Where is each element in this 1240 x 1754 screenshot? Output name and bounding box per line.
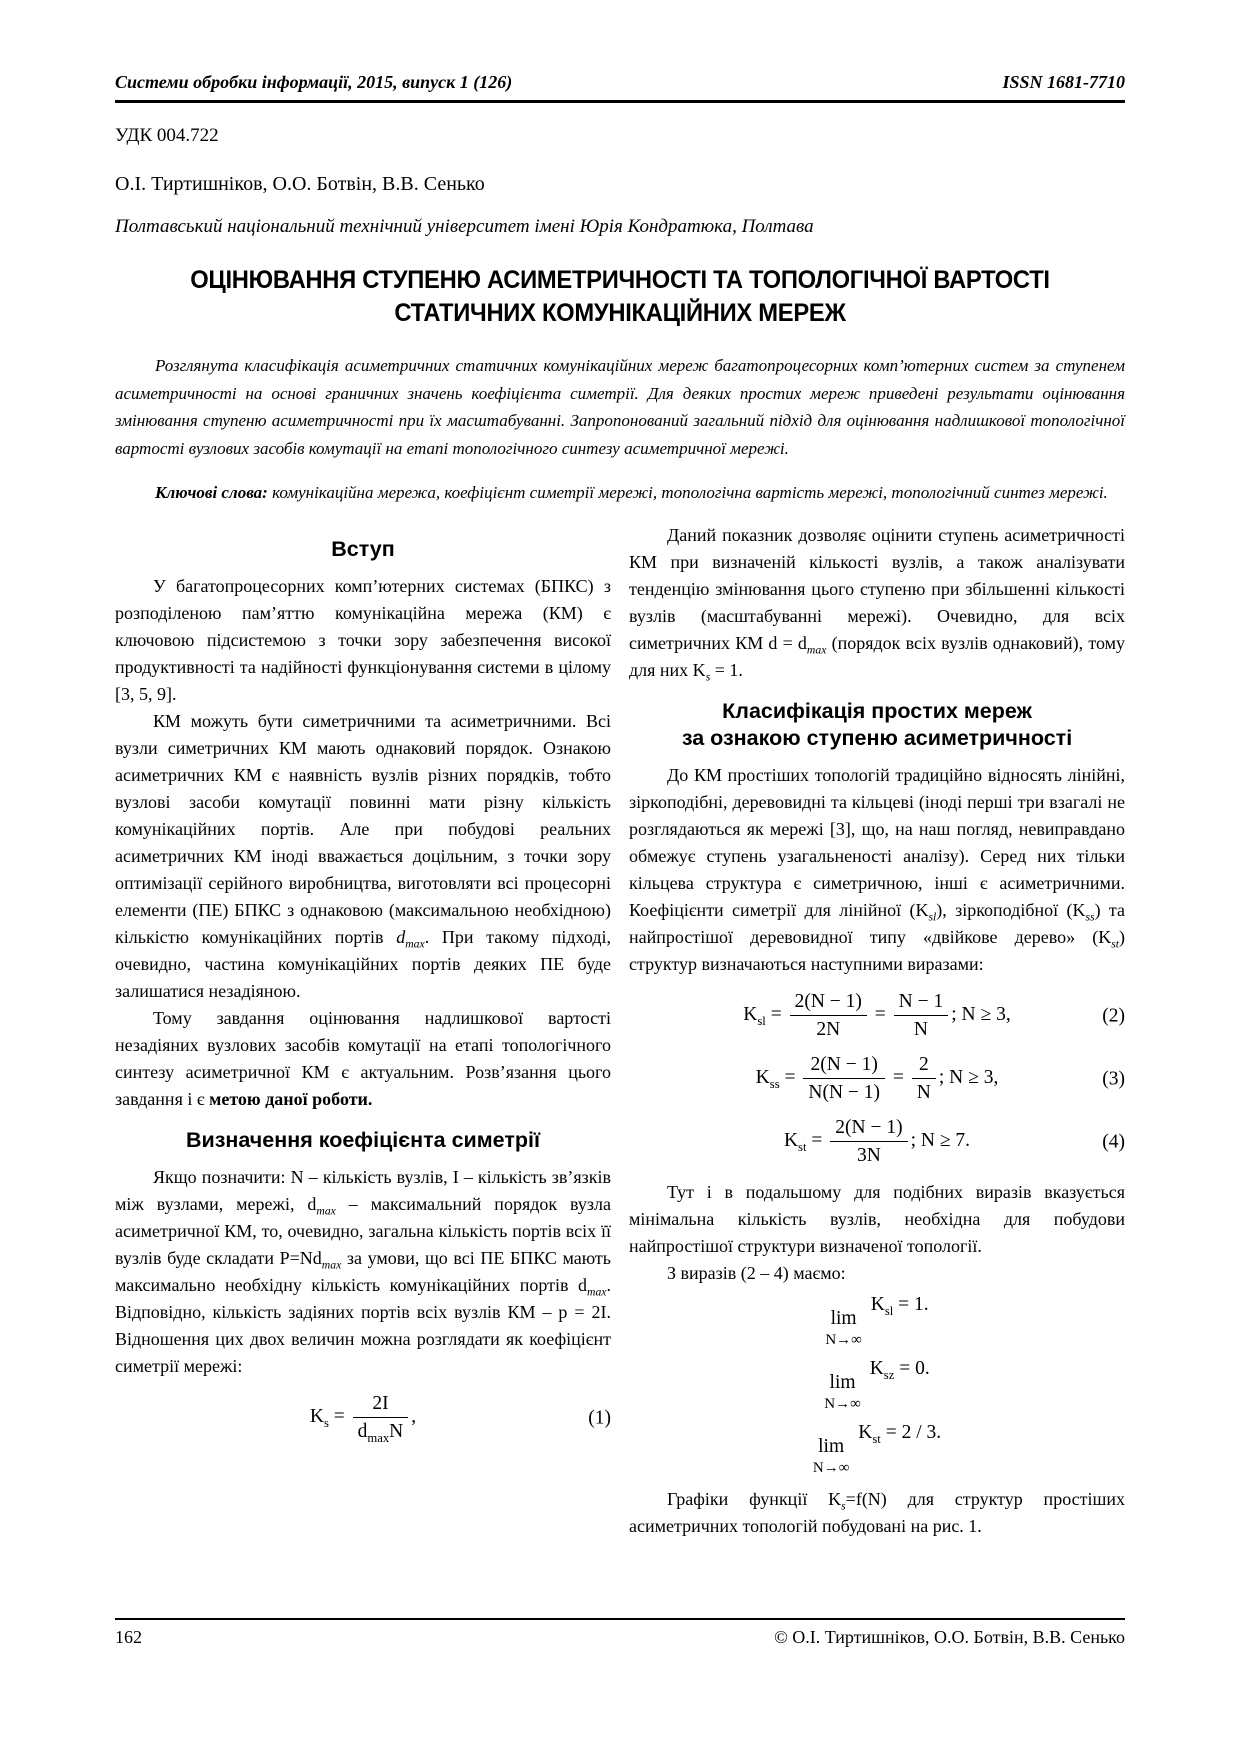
left-column: [115, 522, 611, 1540]
paragraph: До КМ простіших топологій традиційно відносять лінійні, зіркоподібні, деревовидні та кільцеві (іноді перші три взагалі не розглядаються як мережі [3], що, на наш погляд, невиправдано обмежує ступень узагальненості аналізу). Серед них тільки кільцева структура є симетричною, інші є асиметричними. Коефіцієнти симетрії для лінійної $(K_{sl})$, зіркоподібної $(K_{ss})$ та найпростішої деревовидної типу «двійкове дерево» $(K_{st})$ структур визначаються наступними виразами:: [629, 765, 1125, 974]
equation-2: [629, 990, 1125, 1041]
paragraph: З виразів (2 – 4) маємо:: [667, 1263, 846, 1283]
equation-4-number: (4): [1102, 1131, 1125, 1152]
page-header: [115, 72, 1125, 103]
paragraph: Графіки функції $K_s=f(N)$ для структур простіших асиметричних топологій побудовані на рис. 1.: [629, 1489, 1125, 1536]
affiliation-line: Полтавський національний технічний університет імені Юрія Кондратюка, Полтава: [115, 216, 814, 237]
section-heading-symmetry-coefficient: Визначення коефіцієнта симетрії: [185, 1128, 541, 1152]
udc-code: УДК 004.722: [115, 125, 219, 146]
equation-1-body: $K_s$ = $\frac{2I}{d_{max}N}$ ,: [309, 1393, 417, 1445]
right-column: [629, 522, 1125, 1540]
equation-4: [629, 1116, 1125, 1167]
limit-expression-1: lim N→∞ $K_{sl} = 1$.: [825, 1294, 929, 1348]
equation-1: [115, 1392, 611, 1443]
title-line-2: СТАТИЧНИХ КОМУНІКАЦІЙНИХ МЕРЕЖ: [394, 299, 846, 327]
page-number: 162: [115, 1627, 142, 1647]
paragraph: Тому завдання оцінювання надлишкової вартості незадіяних вузлових засобів комутації на етапі топологічного синтезу асиметричної КМ є актуальним. Розв’язання цього завдання і є метою даної роботи.: [115, 1008, 611, 1109]
journal-title: Системи обробки інформації, 2015, випуск 1 (126): [115, 72, 513, 92]
paragraph: Якщо позначити: N – кількість вузлів, I – кількість зв’язків між вузлами, мережі, $d_{max}$ – максимальний порядок вузла асиметричної КМ, то, очевидно, загальна кількість портів всіх її вузлів буде складати $P=Nd_{max}$ за умови, що всі ПЕ БПКС мають максимально необхідну кількість комунікаційних портів $d_{max}$. Відповідно, кількість задіяних портів всіх вузлів КМ – p = 2I. Відношення цих двох величин можна розглядати як коефіцієнт симетрії мережі:: [115, 1167, 612, 1376]
article-title: [115, 264, 1125, 330]
section-heading-classification: [629, 698, 1125, 752]
limit-expression-3: lim N→∞ $K_{st} = 2 / 3$.: [812, 1422, 942, 1476]
equation-3-body: $K_{ss}$ = $\frac{2(N - 1)}{N(N - 1)}$ = $\frac{2}{N}$ ; N ≥ 3,: [755, 1054, 999, 1103]
paragraph: У багатопроцесорних комп’ютерних системах (БПКС) з розподіленою пам’яттю комунікаційна мережа (КМ) є ключовою підсистемою з точки зору забезпечення високої продуктивності та надійності функціонування системи в цілому [3, 5, 9].: [115, 576, 611, 704]
limit-expression-2: lim N→∞ $K_{sz} = 0$.: [824, 1358, 930, 1412]
page-footer: [115, 1618, 1125, 1648]
keywords-text: комунікаційна мережа, коефіцієнт симетрії мережі, топологічна вартість мережі, топологічний синтез мережі.: [272, 483, 1108, 502]
abstract-paragraph: Розглянута класифікація асиметричних статичних комунікаційних мереж багатопроцесорних комп’ютерних систем за ступенем асиметричності на основі граничних значень коефіцієнта симетрії. Для деяких простих мереж приведені результати оцінювання змінювання ступеню асиметричності при їх масштабуванні. Запропонований загальний підхід для оцінювання надлишкової топологічної вартості вузлових засобів комутації на етапі топологічного синтезу асиметричної мережі.: [115, 356, 1125, 458]
two-column-body: [115, 522, 1125, 1540]
keywords-paragraph: [115, 480, 1125, 506]
keywords-label: Ключові слова:: [155, 483, 268, 502]
equation-3: [629, 1053, 1125, 1104]
paragraph: КМ можуть бути симетричними та асиметричними. Всі вузли симетричних КМ мають однаковий порядок. Ознакою асиметричних КМ є наявність вузлів різних порядків, тобто вузлові засоби комутації повинні мати різну кількість комунікаційних портів. Але при побудові реальних асиметричних КМ іноді вважається доцільним, з точки зору оптимізації серійного виробництва, виготовляти всі процесорні елементи (ПЕ) БПКС з однаковою (максимальною необхідною) кількістю комунікаційних портів $d_{max}$. При такому підході, очевидно, частина комунікаційних портів деяких ПЕ буде залишатися незадіяною.: [115, 711, 611, 1001]
issn-number: ISSN 1681-7710: [1002, 72, 1125, 92]
equation-3-number: (3): [1102, 1068, 1125, 1089]
heading-line-2: за ознакою ступеню асиметричності: [681, 726, 1073, 750]
heading-line-1: Класифікація простих мереж: [722, 699, 1032, 723]
equation-1-number: (1): [588, 1407, 611, 1428]
paragraph: Даний показник дозволяє оцінити ступень асиметричності КМ при визначеній кількості вузлів, а також аналізувати тенденцію змінювання цього ступеню при збільшенні кількості вузлів (масштабуванні мережі). Очевидно, для всіх симетричних КМ $d = d_{max}$ (порядок всіх вузлів однаковий), тому для них $K_s = 1$.: [629, 525, 1125, 684]
title-line-1: ОЦІНЮВАННЯ СТУПЕНЮ АСИМЕТРИЧНОСТІ ТА ТОПОЛОГІЧНОЇ ВАРТОСТІ: [190, 266, 1050, 294]
equation-2-number: (2): [1102, 1005, 1125, 1026]
authors-line: О.І. Тиртишніков, О.О. Ботвін, В.В. Сенько: [115, 173, 485, 195]
paragraph: Тут і в подальшому для подібних виразів вказується мінімальна кількість вузлів, необхідна для побудови найпростішої структури визначеної топології.: [629, 1182, 1125, 1256]
equation-2-body: $K_{sl}$ = $\frac{2(N - 1)}{2N}$ = $\frac{N - 1}{N}$ ; N ≥ 3,: [743, 991, 1011, 1040]
equation-4-body: $K_{st}$ = $\frac{2(N - 1)}{3N}$ ; N ≥ 7.: [783, 1117, 971, 1166]
section-heading-intro: Вступ: [331, 537, 395, 561]
copyright-line: © О.І. Тиртишніков, О.О. Ботвін, В.В. Сенько: [774, 1627, 1125, 1647]
